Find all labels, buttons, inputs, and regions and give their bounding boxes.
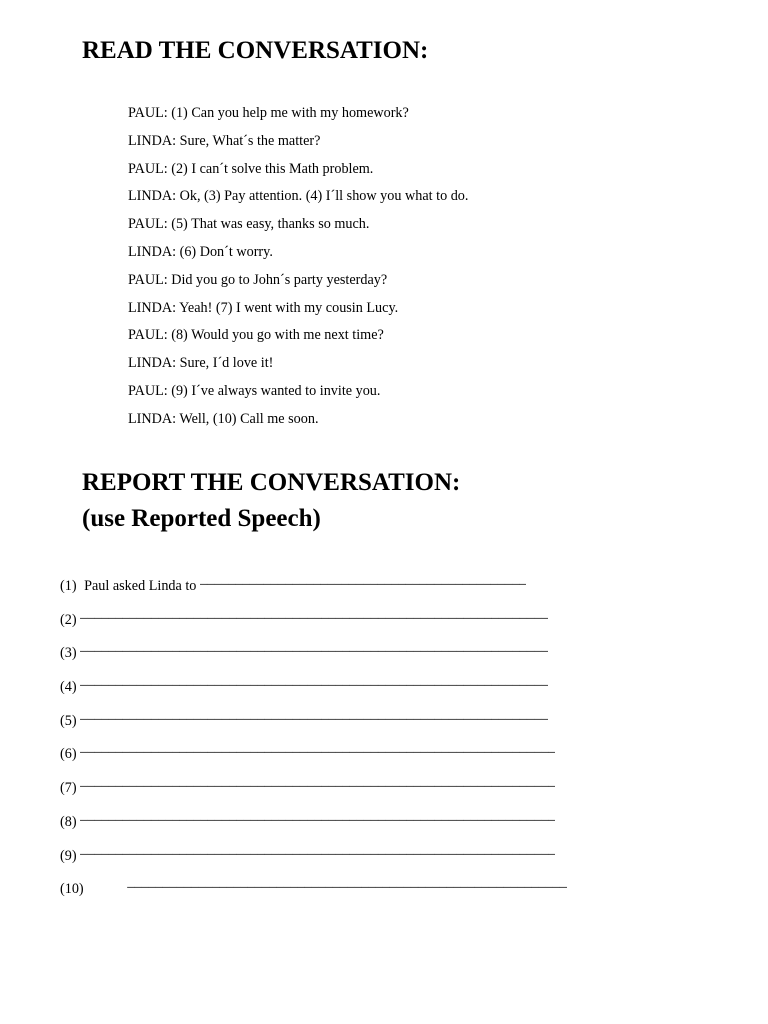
answer-blank-line[interactable]: __________________________________________________________________ [80, 604, 549, 621]
answer-number: (3) [60, 645, 77, 662]
conversation-line: PAUL: Did you go to John´s party yesterday? [128, 271, 388, 288]
answer-number: (5) [60, 712, 77, 729]
answer-number: (4) [60, 679, 77, 696]
answer-blank-line[interactable]: ___________________________________________________________________ [80, 739, 556, 756]
conversation-line: PAUL: (2) I can´t solve this Math problem. [128, 160, 374, 177]
answer-item [60, 871, 567, 905]
answer-blank-line[interactable]: ___________________________________________________________________ [80, 773, 556, 790]
conversation-line: PAUL: (5) That was easy, thanks so much. [128, 216, 370, 233]
answer-number: (7) [60, 780, 77, 797]
conversation-line: LINDA: Sure, I´d love it! [128, 355, 274, 372]
conversation-line: PAUL: (8) Would you go with me next time? [128, 327, 384, 344]
answer-blank-line[interactable]: __________________________________________________________________ [80, 705, 549, 722]
answer-item [60, 669, 567, 703]
answer-number: (2) [60, 611, 77, 628]
answer-number: (6) [60, 746, 77, 763]
answer-item [60, 602, 567, 636]
conversation-list [128, 102, 468, 436]
answer-prompt: Paul asked Linda to [84, 578, 197, 594]
read-conversation-heading: READ THE CONVERSATION: [82, 37, 429, 64]
answer-item [60, 838, 567, 872]
answer-blank-line[interactable]: ______________________________________________ [199, 571, 527, 587]
answer-item [60, 736, 567, 770]
answer-item [60, 703, 567, 737]
conversation-line: LINDA: Well, (10) Call me soon. [128, 410, 319, 427]
answer-item [60, 635, 567, 669]
conversation-line: LINDA: Yeah! (7) I went with my cousin Lucy. [128, 299, 399, 316]
conversation-line: PAUL: (1) Can you help me with my homework? [128, 105, 409, 121]
answer-number: (8) [60, 813, 77, 830]
conversation-line: PAUL: (9) I´ve always wanted to invite you. [128, 382, 381, 399]
answer-number: (9) [60, 847, 77, 864]
answer-blank-line[interactable]: __________________________________________________________________ [80, 638, 549, 655]
report-instructions-subheading: (use Reported Speech) [82, 505, 321, 532]
answer-item [60, 804, 567, 838]
conversation-line: LINDA: Sure, What´s the matter? [128, 132, 321, 149]
answer-blank-line[interactable]: ___________________________________________________________________ [80, 806, 556, 823]
conversation-line: LINDA: Ok, (3) Pay attention. (4) I´ll show you what to do. [128, 188, 469, 205]
answer-number: (10) [60, 881, 84, 898]
answer-number: (1) [60, 578, 77, 594]
answer-item [60, 770, 567, 804]
answer-blank-line[interactable]: __________________________________________________________________ [80, 672, 549, 689]
report-conversation-heading: REPORT THE CONVERSATION: [82, 469, 461, 496]
answer-item [60, 568, 567, 602]
answer-list [60, 568, 567, 905]
conversation-line: LINDA: (6) Don´t worry. [128, 243, 273, 260]
answer-blank-line[interactable]: ___________________________________________________________________ [80, 840, 556, 857]
answer-blank-line[interactable]: ______________________________________________________________ [127, 874, 567, 891]
